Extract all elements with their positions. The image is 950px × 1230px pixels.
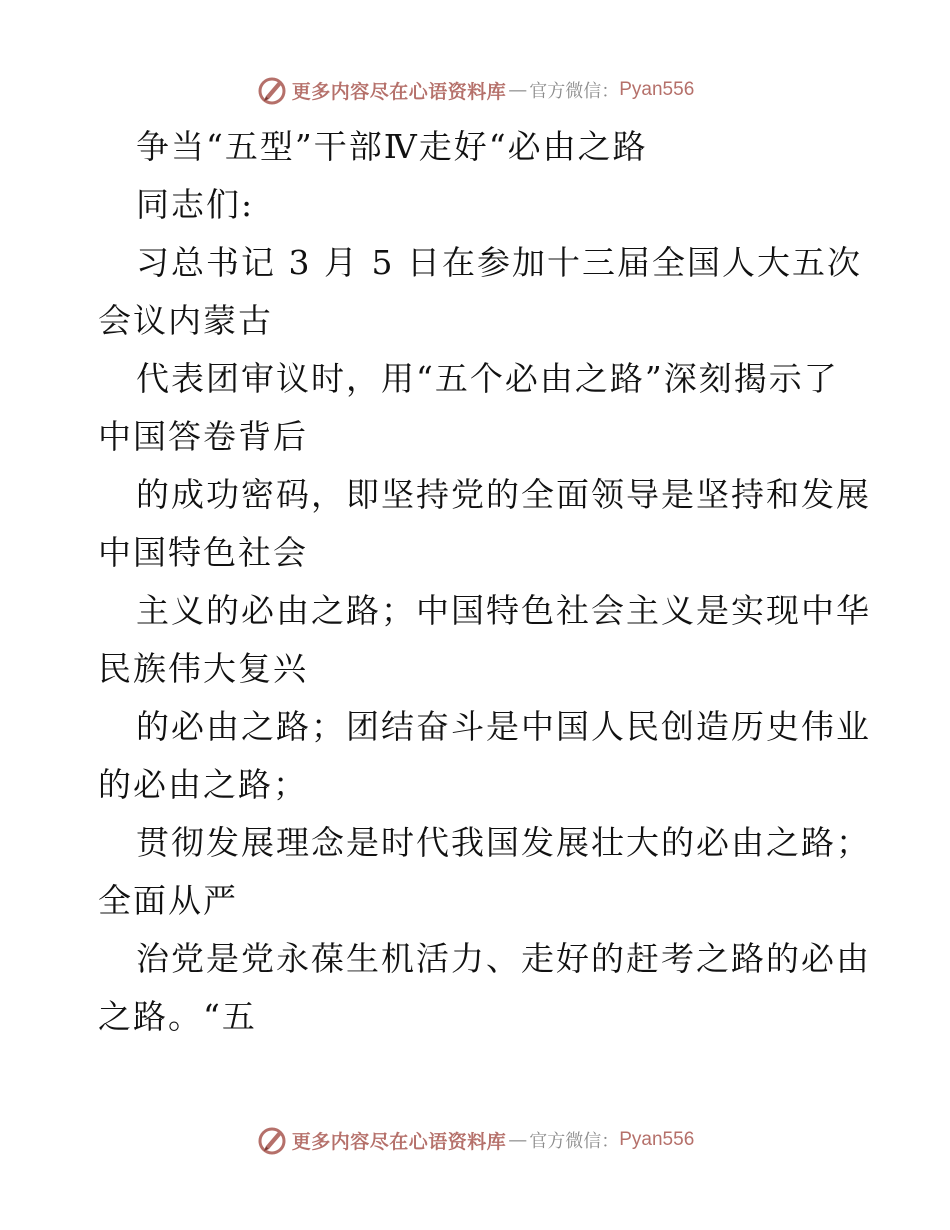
text-line: 全面从严: [98, 881, 238, 920]
watermark-wechat-id: Pyan556: [619, 1129, 695, 1150]
text-line: 中国答卷背后: [98, 417, 308, 456]
watermark-wechat-id: Pyan556: [619, 79, 695, 100]
text-line: 习总书记 3 月 5 日在参加十三届全国人大五次: [136, 243, 862, 282]
document-title: 争当“五型”干部Ⅳ走好“必由之路: [136, 127, 648, 166]
watermark-dash: —: [508, 1129, 528, 1151]
watermark-wechat-label: 官方微信：: [529, 81, 620, 102]
text-line: 的必由之路；团结奋斗是中国人民创造历史伟业: [136, 707, 871, 746]
text-line: 贯彻发展理念是时代我国发展壮大的必由之路；: [136, 823, 871, 862]
text-line: 的成功密码，即坚持党的全面领导是坚持和发展: [136, 475, 871, 514]
footer-watermark: [0, 1120, 950, 1160]
watermark-text: 更多内容尽在心语资料库: [291, 80, 507, 103]
text-line: 中国特色社会: [98, 533, 308, 572]
text-line: 之路。“五: [98, 997, 257, 1036]
text-line: 治党是党永葆生机活力、走好的赶考之路的必由: [136, 939, 871, 978]
pen-circle-logo-icon: [256, 74, 288, 106]
watermark-wechat-label: 官方微信：: [529, 1131, 620, 1152]
text-line: 代表团审议时，用“五个必由之路”深刻揭示了: [136, 359, 839, 398]
text-line: 的必由之路；: [98, 765, 308, 804]
text-line: 民族伟大复兴: [98, 649, 308, 688]
text-line: 会议内蒙古: [98, 301, 273, 340]
text-line: 主义的必由之路；中国特色社会主义是实现中华: [136, 591, 871, 630]
salutation: 同志们:: [136, 185, 255, 224]
pen-circle-logo-icon: [256, 1124, 288, 1156]
watermark-dash: —: [508, 79, 528, 101]
watermark-text: 更多内容尽在心语资料库: [291, 1130, 507, 1153]
header-watermark: [0, 70, 950, 110]
document-body: [98, 118, 871, 1046]
